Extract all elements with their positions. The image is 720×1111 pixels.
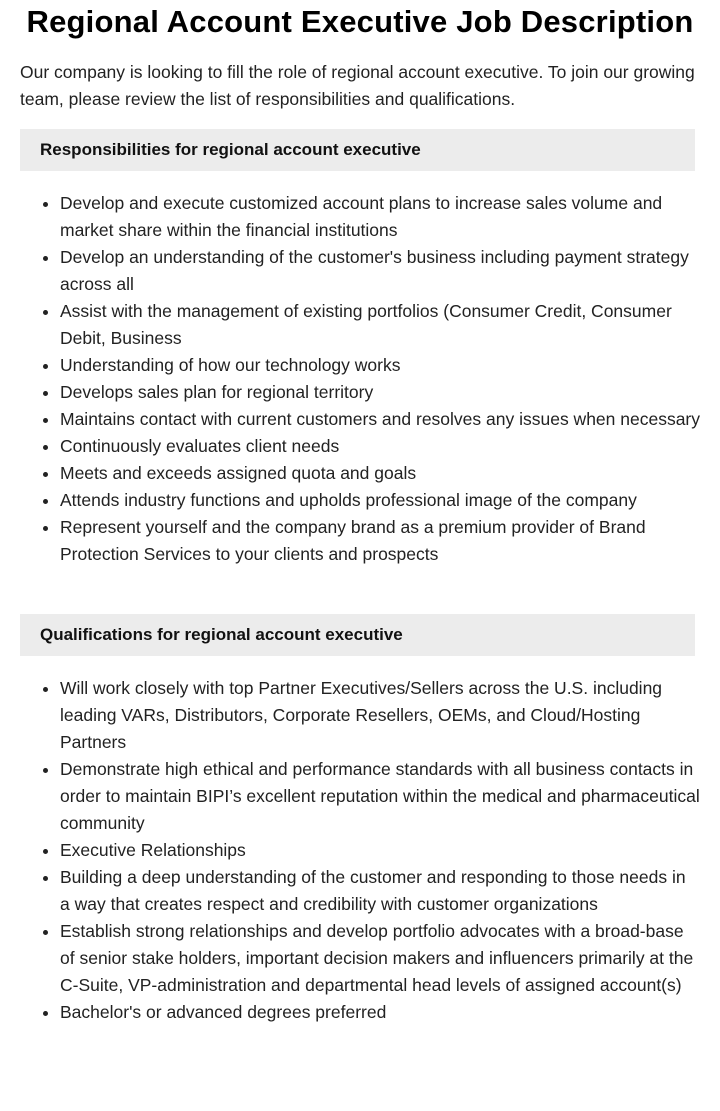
list-item: • Meets and exceeds assigned quota and goals [60, 460, 700, 487]
list-item: • Develop and execute customized account plans to increase sales volume and market share within the financial institutions [60, 190, 700, 244]
list-item: • Represent yourself and the company brand as a premium provider of Brand Protection Services to your clients and prospects [60, 514, 700, 568]
intro-paragraph: Our company is looking to fill the role of regional account executive. To join our growing team, please review the list of responsibilities and qualifications. [20, 62, 695, 109]
list-item: • Will work closely with top Partner Executives/Sellers across the U.S. including leading VARs, Distributors, Corporate Resellers, OEMs, and Cloud/Hosting Partners [60, 675, 700, 756]
list-item: • Understanding of how our technology works [60, 352, 700, 379]
list-item: • Assist with the management of existing portfolios (Consumer Credit, Consumer Debit, Business [60, 298, 700, 352]
responsibilities-heading: Responsibilities for regional account executive [20, 129, 695, 171]
list-item: • Continuously evaluates client needs [60, 433, 700, 460]
qualifications-list [20, 675, 700, 1026]
qualifications-heading: Qualifications for regional account executive [20, 614, 695, 656]
list-item: • Executive Relationships [60, 837, 700, 864]
list-item: • Develops sales plan for regional territory [60, 379, 700, 406]
list-item: • Building a deep understanding of the customer and responding to those needs in a way that creates respect and credibility with customer organizations [60, 864, 700, 918]
list-item: • Bachelor's or advanced degrees preferred [60, 999, 700, 1026]
page-title: Regional Account Executive Job Description [26, 4, 694, 39]
list-item: • Develop an understanding of the customer's business including payment strategy across all [60, 244, 700, 298]
list-item: • Establish strong relationships and develop portfolio advocates with a broad-base of senior stake holders, important decision makers and influencers primarily at the C-Suite, VP-administration and departmental head levels of assigned account(s) [60, 918, 700, 999]
list-item: • Maintains contact with current customers and resolves any issues when necessary [60, 406, 700, 433]
responsibilities-list [20, 190, 700, 568]
list-item: • Demonstrate high ethical and performance standards with all business contacts in order to maintain BIPI’s excellent reputation within the medical and pharmaceutical community [60, 756, 700, 837]
list-item: • Attends industry functions and upholds professional image of the company [60, 487, 700, 514]
